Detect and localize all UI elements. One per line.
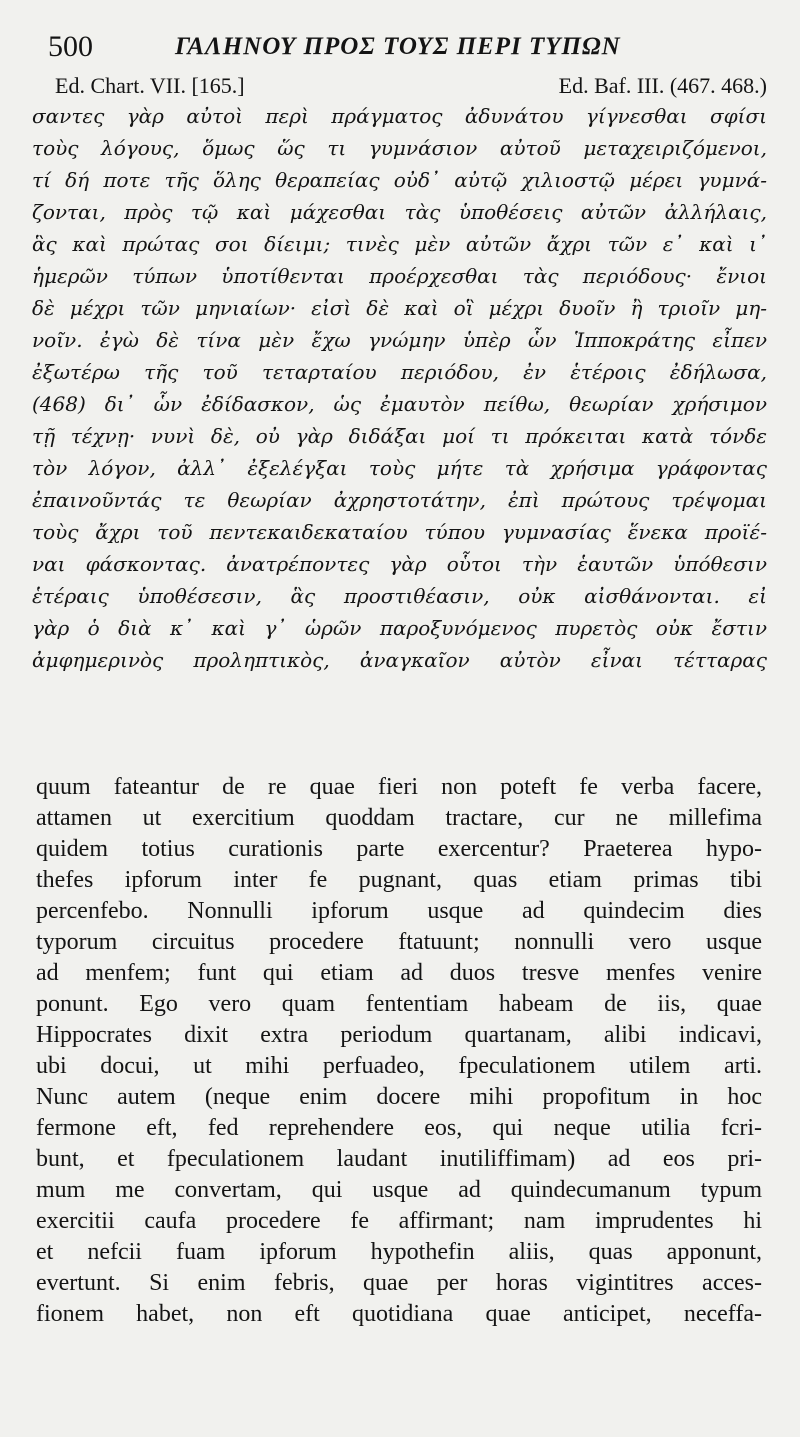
greek-line: γὰρ ὁ διὰ κ᾽ καὶ γ᾽ ὡρῶν παροξυνόμενος πυρετὸς οὐκ ἔστιν	[32, 616, 767, 640]
greek-line: ἐξωτέρω τῆς τοῦ τεταρταίου περιόδου, ἐν ἑτέροις ἐδήλωσα,	[32, 360, 767, 384]
latin-line: typorum circuitus procedere ftatuunt; nonnulli vero usque	[36, 929, 762, 955]
greek-line: νοῖν. ἐγὼ δὲ τίνα μὲν ἔχω γνώμην ὑπὲρ ὧν Ἱπποκράτης εἶπεν	[32, 328, 767, 352]
latin-text-block	[36, 772, 762, 1330]
latin-line: ponunt. Ego vero quam fententiam habeam de iis, quae	[36, 991, 762, 1017]
page-header	[40, 30, 770, 64]
greek-line: ἀμφημερινὸς προληπτικὸς, ἀναγκαῖον αὐτὸν εἶναι τέτταρας	[32, 648, 767, 672]
greek-line: ναι φάσκοντας. ἀνατρέποντες γὰρ οὗτοι τὴν ἑαυτῶν ὑπόθεσιν	[32, 552, 767, 576]
greek-line: ἑτέραις ὑποθέσεσιν, ἃς προστιθέασιν, οὐκ αἰσθάνονται. εἰ	[32, 584, 767, 608]
edition-chartier-ref: Ed. Chart. VII. [165.]	[55, 73, 245, 98]
latin-line: ad menfem; funt qui etiam ad duos tresve menfes venire	[36, 960, 762, 986]
latin-line: attamen ut exercitium quoddam tractare, cur ne millefima	[36, 805, 762, 831]
edition-references	[55, 72, 767, 100]
latin-line: ubi docui, ut mihi perfuadeo, fpeculationem utilem arti.	[36, 1053, 762, 1079]
latin-line: quum fateantur de re quae fieri non poteft fe verba facere,	[36, 774, 762, 800]
greek-line: τί δή ποτε τῆς ὅλης θεραπείας οὐδ᾽ αὐτῷ χιλιοστῷ μέρει γυμνά-	[32, 168, 767, 192]
greek-line: τὸν λόγον, ἀλλ᾽ ἐξελέγξαι τοὺς μήτε τὰ χρήσιμα γράφοντας	[32, 456, 767, 480]
edition-basel-ref: Ed. Baf. III. (467. 468.)	[558, 73, 767, 98]
greek-line: τῇ τέχνῃ· νυνὶ δὲ, οὐ γὰρ διδάξαι μοί τι πρόκειται κατὰ τόνδε	[32, 424, 767, 448]
latin-line: mum me convertam, qui usque ad quindecumanum typum	[36, 1177, 762, 1203]
greek-line: ζονται, πρὸς τῷ καὶ μάχεσθαι τὰς ὑποθέσεις αὐτῶν ἀλλήλαις,	[32, 200, 767, 224]
greek-line: (468) δι᾽ ὧν ἐδίδασκον, ὡς ἐμαυτὸν πείθω, θεωρίαν χρήσιμον	[32, 392, 767, 416]
latin-line: quidem totius curationis parte exercentur? Praeterea hypo-	[36, 836, 762, 862]
greek-line: τοὺς ἄχρι τοῦ πεντεκαιδεκαταίου τύπου γυμνασίας ἕνεκα προϊέ-	[32, 520, 767, 544]
greek-line: τοὺς λόγους, ὅμως ὥς τι γυμνάσιον αὐτοῦ μεταχειριζόμενοι,	[32, 136, 767, 160]
greek-line: ἡμερῶν τύπων ὑποτίθενται προέρχεσθαι τὰς περιόδους· ἔνιοι	[32, 264, 767, 288]
greek-line: σαντες γὰρ αὐτοὶ περὶ πράγματος ἀδυνάτου γίγνεσθαι σφίσι	[32, 104, 767, 128]
latin-line: percenfebo. Nonnulli ipforum usque ad quindecim dies	[36, 898, 762, 924]
latin-line: exercitii caufa procedere fe affirmant; nam imprudentes hi	[36, 1208, 762, 1234]
latin-line: thefes ipforum inter fe pugnant, quas etiam primas tibi	[36, 867, 762, 893]
latin-line: bunt, et fpeculationem laudant inutiliffimam) ad eos pri-	[36, 1146, 762, 1172]
latin-line: fermone eft, fed reprehendere eos, qui neque utilia fcri-	[36, 1115, 762, 1141]
greek-text-block	[32, 100, 767, 676]
latin-line: evertunt. Si enim febris, quae per horas vigintitres acces-	[36, 1270, 762, 1296]
running-title: ΓΑΛΗΝΟΥ ΠΡΟΣ ΤΟΥΣ ΠΕΡΙ ΤΥΠΩΝ	[175, 33, 621, 60]
latin-line: Hippocrates dixit extra periodum quartanam, alibi indicavi,	[36, 1022, 762, 1048]
page-number: 500	[48, 30, 93, 63]
greek-line: ἐπαινοῦντάς τε θεωρίαν ἀχρηστοτάτην, ἐπὶ πρώτους τρέψομαι	[32, 488, 767, 512]
greek-line: δὲ μέχρι τῶν μηνιαίων· εἰσὶ δὲ καὶ οἳ μέχρι δυοῖν ἢ τριοῖν μη-	[32, 296, 767, 320]
latin-line: et nefcii fuam ipforum hypothefin aliis, quas apponunt,	[36, 1239, 762, 1265]
latin-line: Nunc autem (neque enim docere mihi propofitum in hoc	[36, 1084, 762, 1110]
greek-line: ἃς καὶ πρώτας σοι δίειμι; τινὲς μὲν αὐτῶν ἄχρι τῶν ε᾽ καὶ ι᾽	[32, 232, 767, 256]
latin-line: fionem habet, non eft quotidiana quae anticipet, neceffa-	[36, 1301, 762, 1327]
